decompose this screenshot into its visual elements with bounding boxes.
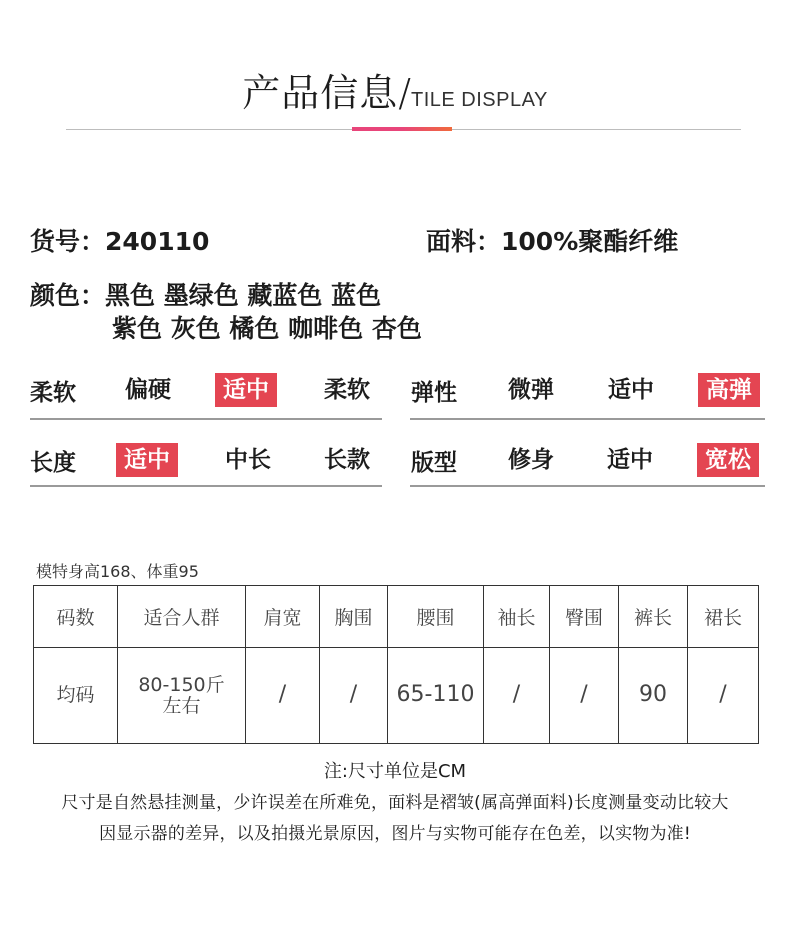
color-row-2 bbox=[112, 309, 422, 345]
length-option-medium-selected: 适中 bbox=[116, 443, 178, 477]
header-pants-length: 裤长 bbox=[619, 586, 688, 648]
length-option-long: 长款 bbox=[324, 447, 370, 473]
color-row bbox=[30, 276, 381, 312]
elasticity-divider bbox=[410, 418, 765, 420]
fit-divider bbox=[410, 485, 765, 487]
fit-option-slim: 修身 bbox=[508, 447, 554, 473]
item-number-row bbox=[30, 222, 209, 258]
cell-waist: 65-110 bbox=[388, 648, 484, 744]
header-sleeve: 袖长 bbox=[484, 586, 550, 648]
header-hip: 臀围 bbox=[550, 586, 619, 648]
cell-fit-group-line2: 左右 bbox=[162, 694, 201, 717]
cell-hip: / bbox=[550, 648, 619, 744]
length-divider bbox=[30, 485, 382, 487]
cell-fit-group bbox=[118, 648, 246, 744]
cell-pants-length: 90 bbox=[619, 648, 688, 744]
header-size: 码数 bbox=[34, 586, 118, 648]
cell-shoulder: / bbox=[246, 648, 320, 744]
color-values-line1: 黑色 墨绿色 藏蓝色 蓝色 bbox=[105, 281, 382, 310]
cell-sleeve: / bbox=[484, 648, 550, 744]
elasticity-label: 弹性 bbox=[411, 380, 457, 406]
softness-divider bbox=[30, 418, 382, 420]
header-title: 产品信息 bbox=[242, 71, 399, 115]
header-subtitle: TILE DISPLAY bbox=[411, 89, 548, 111]
model-note: 模特身高168、体重95 bbox=[36, 562, 199, 581]
softness-label: 柔软 bbox=[30, 380, 76, 406]
measurement-note: 尺寸是自然悬挂测量，少许误差在所难免，面料是褶皱(属高弹面料)长度测量变动比较大 bbox=[61, 793, 729, 813]
color-difference-note: 因显示器的差异，以及拍摄光景原因，图片与实物可能存在色差，以实物为准! bbox=[99, 824, 691, 844]
header-slash: / bbox=[398, 71, 412, 115]
size-table-header-row bbox=[34, 586, 759, 648]
unit-note: 注:尺寸单位是CM bbox=[323, 761, 467, 782]
item-number-label: 货号： bbox=[30, 227, 106, 256]
softness-option-soft: 柔软 bbox=[324, 377, 370, 403]
softness-option-medium-selected: 适中 bbox=[215, 373, 277, 407]
elasticity-option-medium: 适中 bbox=[608, 377, 654, 403]
elasticity-option-high-selected: 高弹 bbox=[698, 373, 760, 407]
cell-chest: / bbox=[320, 648, 388, 744]
softness-option-hard: 偏硬 bbox=[125, 377, 171, 403]
length-option-mid-long: 中长 bbox=[225, 447, 271, 473]
fabric-row bbox=[426, 222, 678, 258]
header-waist: 腰围 bbox=[388, 586, 484, 648]
fit-label: 版型 bbox=[411, 450, 457, 476]
fit-option-loose-selected: 宽松 bbox=[697, 443, 759, 477]
header-skirt-length: 裙长 bbox=[688, 586, 759, 648]
section-header bbox=[0, 62, 790, 117]
fit-option-medium: 适中 bbox=[607, 447, 653, 473]
color-label: 颜色： bbox=[30, 281, 106, 310]
cell-fit-group-line1: 80-150斤 bbox=[138, 673, 225, 696]
color-values-line2: 紫色 灰色 橘色 咖啡色 杏色 bbox=[112, 314, 422, 343]
size-table-row bbox=[34, 648, 759, 744]
elasticity-option-slight: 微弹 bbox=[508, 377, 554, 403]
size-table bbox=[33, 585, 759, 744]
fabric-value: 100%聚酯纤维 bbox=[501, 227, 679, 256]
length-label: 长度 bbox=[30, 450, 76, 476]
header-chest: 胸围 bbox=[320, 586, 388, 648]
fabric-label: 面料： bbox=[426, 227, 502, 256]
header-accent-bar bbox=[352, 127, 452, 131]
header-fit-group: 适合人群 bbox=[118, 586, 246, 648]
item-number-value: 240110 bbox=[105, 227, 210, 256]
cell-skirt-length: / bbox=[688, 648, 759, 744]
cell-size: 均码 bbox=[34, 648, 118, 744]
header-shoulder: 肩宽 bbox=[246, 586, 320, 648]
